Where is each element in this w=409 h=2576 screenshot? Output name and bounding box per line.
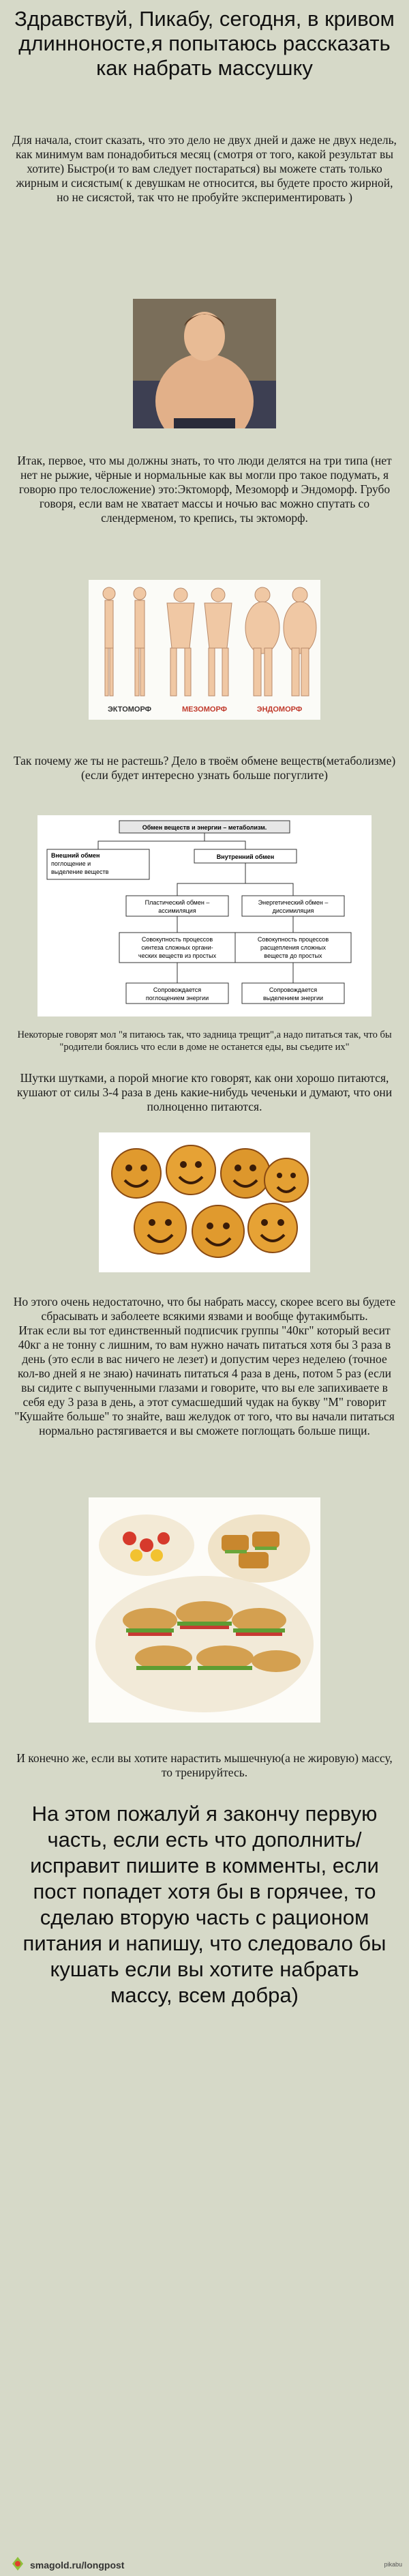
endomorph-label: ЭНДОМОРФ	[256, 705, 303, 714]
jokes-paragraph: Шутки шутками, а порой многие кто говорят, как они хорошо питаются, кушают от силы 3-4 раза в день какие-нибудь чеченьки и думают, что они полноценно питаются.	[16, 1071, 393, 1113]
diagram-top: Обмен веществ и энергии – метаболизм.	[142, 824, 267, 831]
food-platter-photo	[89, 1497, 320, 1723]
metabolism-question: Так почему же ты не растешь? Дело в твоём обмене веществ(метаболизме)(если будет интересно узнать больше погуглите)	[13, 754, 396, 782]
teen-photo	[133, 299, 276, 428]
svg-text:ассимиляция: ассимиляция	[158, 907, 196, 914]
svg-text:расщепления сложных: расщепления сложных	[260, 944, 327, 951]
closing-message: На этом пожалуй я закончу первую часть, если есть что дополнить/исправит пишите в комменты, если пост попадет хотя бы в горячее, то сделаю вторую часть с рационом питания и напишу, что следовало бы кушать если вы хотите набрать массу, всем добра)	[22, 1802, 387, 2007]
post-title: Здравствуй, Пикабу, сегодня, в кривом длинноносте,я попытаюсь рассказать как набрать массушку	[14, 7, 395, 80]
svg-text:диссимиляция: диссимиляция	[272, 907, 314, 914]
mesomorph-label: МЕЗОМОРФ	[181, 705, 228, 714]
svg-text:выделение веществ: выделение веществ	[51, 868, 109, 875]
svg-text:ческих веществ из простых: ческих веществ из простых	[138, 952, 217, 959]
intro-paragraph: Для начала, стоит сказать, что это дело не двух дней и даже не двух недель, как минимум вам понадобиться месяц (смотря от того, какой результат вы хотите) Быстро(и то вам следует постараться) вы можете стать только жирным и сисястым( к девушкам не относится, вы будете просто жирной, но не сисястой, так что не пробуйте экспериментировать )	[12, 133, 397, 204]
pikabu-watermark: pikabu	[384, 2561, 402, 2568]
svg-text:выделением энергии: выделением энергии	[262, 995, 324, 1001]
muscle-paragraph: И конечно же, если вы хотите нарастить мышечную(а не жировую) массу, то тренируйтесь.	[16, 1751, 393, 1779]
svg-text:поглощение и: поглощение и	[51, 860, 91, 867]
body-types-illustration	[89, 580, 320, 720]
svg-text:синтеза сложных органи-: синтеза сложных органи-	[141, 944, 213, 951]
diagram-release: Сопровождается	[269, 986, 318, 993]
diagram-absorb: Сопровождается	[153, 986, 202, 993]
diagram-breakdown: Совокупность процессов	[257, 936, 329, 943]
svg-text:поглощением энергии: поглощением энергии	[145, 995, 209, 1001]
ectomorph-label: ЭКТОМОРФ	[107, 705, 152, 714]
site-logo-icon	[10, 2556, 26, 2572]
smiley-cookies-photo	[99, 1132, 310, 1272]
diagram-synthesis: Совокупность процессов	[141, 936, 213, 943]
body-types-paragraph: Итак, первое, что мы должны знать, то что люди делятся на три типа (нет нет не рыжие, чёрные и нормальные как вы могли про такое подумать, я говорю про телосложение) это:Эктоморф, Мезоморф и Эндоморф. Грубо говоря, если вам не хватает массы и ночью вас можно спутать со слендерменом, то крепись, ты эктоморф.	[17, 454, 392, 525]
diagram-plastic: Пластический обмен –	[145, 899, 210, 906]
site-link[interactable]: smagold.ru/longpost	[30, 2560, 125, 2571]
diagram-internal: Внутренний обмен	[216, 853, 275, 860]
metabolism-diagram	[37, 815, 372, 1016]
diagram-external: Внешний обмен	[51, 852, 100, 859]
svg-text:веществ до простых: веществ до простых	[264, 952, 322, 959]
footer	[0, 2551, 409, 2576]
parents-paragraph: Некоторые говорят мол "я питаюсь так, что задница трещит",а надо питаться так, что бы "родители боялись что если в доме не останется еды, вы съедите их"	[17, 1029, 392, 1053]
eating-paragraph: Но этого очень недостаточно, что бы набрать массу, скорее всего вы будете сбрасывать и заболеете всякими язвами и вообще футакимбыть. Итак если вы тот единственный подписчик группы "40кг" который весит 40кг а не тонну с лишним, то вам нужно начать питаться хотя бы 3 раза в день (это если в вас ничего не лезет) и допустим через неделею (точное кол-во дней я не знаю) начинать питаться 4 раза в день, потом 5 раз (если вы сидите с выпученными глазами и говорите, что вы еле запихиваете в себя еду 3 раза в день, а этот сумасшедший чудак на букву "М" говорит "Кушайте больше" то знайте, ваш желудок от того, что вы начали питаться нормально растягивается и вы сможете поглощать больше пищи.	[13, 1295, 396, 1437]
diagram-energy: Энергетический обмен –	[258, 899, 329, 906]
